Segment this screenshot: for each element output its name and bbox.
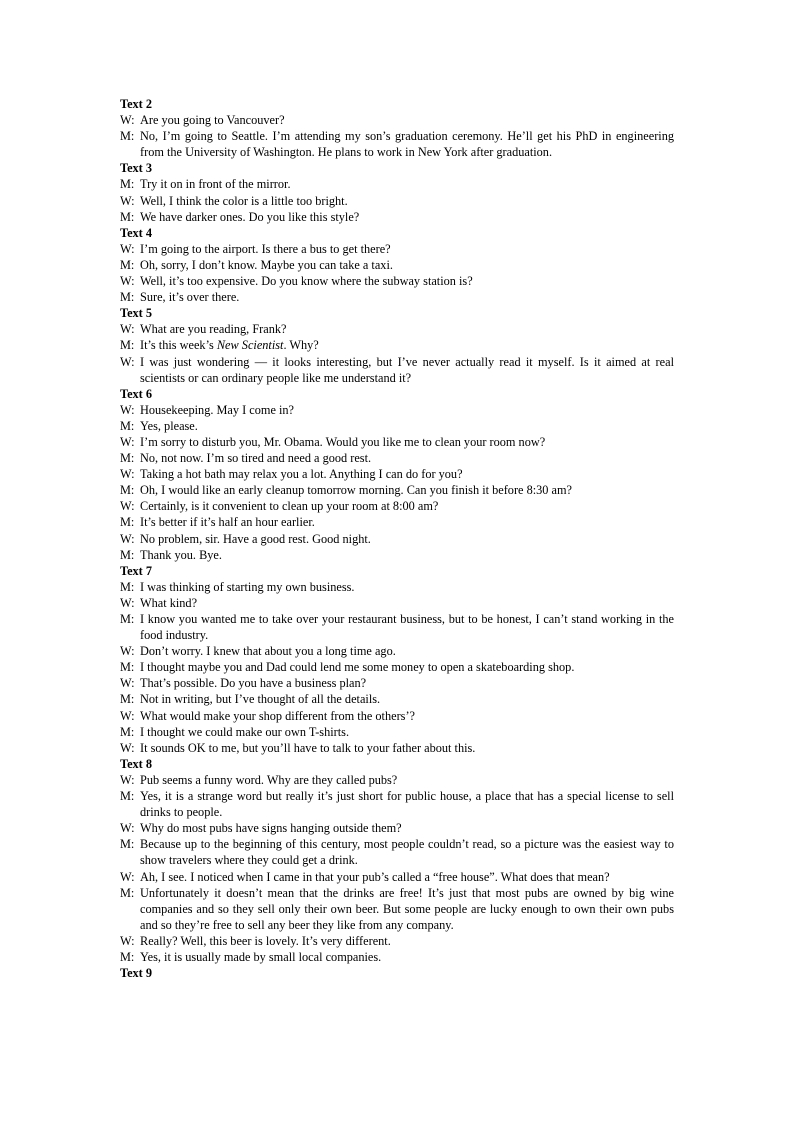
dialogue-line	[120, 691, 674, 707]
speaker-label: W:	[120, 241, 135, 256]
dialogue-text-part: Sure, it’s over there.	[140, 290, 240, 305]
dialogue-line	[120, 482, 674, 498]
dialogue-line	[120, 708, 674, 724]
speaker-label: M:	[120, 837, 135, 852]
dialogue-text-part: Housekeeping. May I come in?	[140, 402, 295, 417]
dialogue-text	[140, 128, 674, 160]
dialogue-line	[120, 643, 674, 659]
speaker-label: W:	[120, 193, 135, 208]
dialogue-text-part: I know you wanted me to take over your restaurant business, but to be honest, I can’t stand working in the food industry.	[140, 612, 674, 643]
dialogue-text-part: No, I’m going to Seattle. I’m attending my son’s graduation ceremony. He’ll get his PhD in engineering from the University of Washington. He plans to work in New York after graduation.	[140, 129, 674, 160]
dialogue-line	[120, 450, 674, 466]
dialogue-text-part: I thought maybe you and Dad could lend me some money to open a skateboarding shop.	[140, 660, 575, 675]
section-heading: Text 6	[120, 386, 152, 401]
speaker-label: M:	[120, 692, 135, 707]
section-heading: Text 4	[120, 225, 152, 240]
dialogue-line	[120, 869, 674, 885]
dialogue-text-part: I’m going to the airport. Is there a bus to get there?	[140, 241, 391, 256]
speaker-label: W:	[120, 708, 135, 723]
dialogue-text	[140, 547, 674, 563]
speaker-label: M:	[120, 885, 135, 900]
dialogue-line	[120, 418, 674, 434]
speaker-label: M:	[120, 257, 135, 272]
dialogue-line	[120, 531, 674, 547]
dialogue-line	[120, 836, 674, 868]
dialogue-text	[140, 209, 674, 225]
dialogue-text	[140, 337, 674, 353]
transcript-page	[120, 96, 674, 981]
dialogue-line	[120, 176, 674, 192]
dialogue-text-part: We have darker ones. Do you like this style?	[140, 209, 360, 224]
dialogue-text	[140, 257, 674, 273]
dialogue-line	[120, 257, 674, 273]
dialogue-line	[120, 788, 674, 820]
dialogue-text	[140, 579, 674, 595]
dialogue-text-part: Oh, I would like an early cleanup tomorrow morning. Can you finish it before 8:30 am?	[140, 483, 572, 498]
speaker-label: W:	[120, 113, 135, 128]
section-heading: Text 3	[120, 161, 152, 176]
dialogue-text-part: Well, it’s too expensive. Do you know where the subway station is?	[140, 274, 473, 289]
dialogue-text	[140, 820, 674, 836]
speaker-label: M:	[120, 290, 135, 305]
dialogue-line	[120, 933, 674, 949]
dialogue-line	[120, 579, 674, 595]
dialogue-text-part: I thought we could make our own T-shirts.	[140, 724, 350, 739]
dialogue-text	[140, 434, 674, 450]
dialogue-line	[120, 885, 674, 933]
dialogue-line	[120, 466, 674, 482]
speaker-label: M:	[120, 515, 135, 530]
dialogue-text	[140, 772, 674, 788]
dialogue-text	[140, 740, 674, 756]
dialogue-text	[140, 595, 674, 611]
dialogue-text-part: Because up to the beginning of this century, most people couldn’t read, so a picture was the easiest way to show travelers where they could get a drink.	[140, 837, 674, 868]
speaker-label: W:	[120, 467, 135, 482]
speaker-label: W:	[120, 740, 135, 755]
dialogue-line	[120, 241, 674, 257]
dialogue-text	[140, 450, 674, 466]
dialogue-line	[120, 354, 674, 386]
dialogue-text	[140, 354, 674, 386]
dialogue-text	[140, 836, 674, 868]
dialogue-text-part: That’s possible. Do you have a business plan?	[140, 676, 367, 691]
speaker-label: M:	[120, 483, 135, 498]
dialogue-text-part: I was thinking of starting my own business.	[140, 579, 355, 594]
speaker-label: W:	[120, 772, 135, 787]
dialogue-line	[120, 611, 674, 643]
speaker-label: M:	[120, 338, 135, 353]
dialogue-text-part: It sounds OK to me, but you’ll have to talk to your father about this.	[140, 740, 476, 755]
dialogue-text	[140, 418, 674, 434]
dialogue-text	[140, 611, 674, 643]
section-heading: Text 7	[120, 563, 152, 578]
dialogue-text	[140, 241, 674, 257]
dialogue-text	[140, 708, 674, 724]
dialogue-line	[120, 434, 674, 450]
dialogue-line	[120, 112, 674, 128]
speaker-label: W:	[120, 274, 135, 289]
dialogue-text-part: Don’t worry. I knew that about you a long time ago.	[140, 644, 396, 659]
speaker-label: M:	[120, 177, 135, 192]
dialogue-text	[140, 949, 674, 965]
speaker-label: W:	[120, 869, 135, 884]
dialogue-line	[120, 273, 674, 289]
dialogue-text	[140, 885, 674, 933]
dialogue-text-part: I’m sorry to disturb you, Mr. Obama. Would you like me to clean your room now?	[140, 434, 546, 449]
speaker-label: W:	[120, 402, 135, 417]
dialogue-line	[120, 724, 674, 740]
dialogue-text	[140, 531, 674, 547]
section-heading: Text 9	[120, 966, 152, 981]
speaker-label: W:	[120, 933, 135, 948]
dialogue-text	[140, 273, 674, 289]
dialogue-line	[120, 128, 674, 160]
dialogue-text	[140, 112, 674, 128]
dialogue-text	[140, 514, 674, 530]
dialogue-text	[140, 869, 674, 885]
dialogue-text-part: Well, I think the color is a little too bright.	[140, 193, 348, 208]
dialogue-line	[120, 498, 674, 514]
dialogue-line	[120, 949, 674, 965]
dialogue-text	[140, 402, 674, 418]
dialogue-text-part: I was just wondering — it looks interesting, but I’ve never actually read it myself. Is it aimed at real scientists or can ordinary people like me understand it?	[140, 354, 674, 385]
dialogue-text	[140, 724, 674, 740]
speaker-label: M:	[120, 612, 135, 626]
dialogue-text-part: Why do most pubs have signs hanging outside them?	[140, 821, 402, 836]
speaker-label: M:	[120, 129, 135, 144]
dialogue-text-part: . Why?	[283, 338, 319, 353]
dialogue-line	[120, 514, 674, 530]
speaker-label: M:	[120, 209, 135, 224]
magazine-title: New Scientist	[216, 338, 284, 353]
dialogue-text-part: What kind?	[140, 595, 198, 610]
dialogue-text-part: Not in writing, but I’ve thought of all the details.	[140, 692, 381, 707]
dialogue-text-part: Really? Well, this beer is lovely. It’s very different.	[140, 933, 391, 948]
speaker-label: W:	[120, 595, 135, 610]
dialogue-text	[140, 466, 674, 482]
speaker-label: W:	[120, 644, 135, 659]
dialogue-line	[120, 772, 674, 788]
speaker-label: W:	[120, 821, 135, 836]
speaker-label: W:	[120, 531, 135, 546]
speaker-label: W:	[120, 322, 135, 337]
dialogue-text-part: Ah, I see. I noticed when I came in that your pub’s called a “free house”. What does that mean?	[140, 869, 610, 884]
dialogue-text	[140, 933, 674, 949]
speaker-label: W:	[120, 354, 135, 369]
dialogue-line	[120, 402, 674, 418]
dialogue-text	[140, 675, 674, 691]
section-heading: Text 5	[120, 306, 152, 321]
dialogue-text-part: What are you reading, Frank?	[140, 322, 287, 337]
dialogue-line	[120, 193, 674, 209]
dialogue-line	[120, 209, 674, 225]
dialogue-text	[140, 788, 674, 820]
dialogue-line	[120, 740, 674, 756]
dialogue-text-part: Taking a hot bath may relax you a lot. Anything I can do for you?	[140, 467, 463, 482]
speaker-label: M:	[120, 451, 135, 466]
speaker-label: M:	[120, 789, 135, 804]
dialogue-line	[120, 820, 674, 836]
dialogue-text-part: Thank you. Bye.	[140, 547, 222, 562]
dialogue-line	[120, 675, 674, 691]
speaker-label: W:	[120, 434, 135, 449]
speaker-label: M:	[120, 949, 135, 964]
speaker-label: M:	[120, 660, 135, 675]
dialogue-line	[120, 595, 674, 611]
speaker-label: M:	[120, 547, 135, 562]
speaker-label: M:	[120, 418, 135, 433]
dialogue-text-part: It’s this week’s	[140, 338, 217, 353]
dialogue-text	[140, 321, 674, 337]
dialogue-text	[140, 289, 674, 305]
dialogue-line	[120, 337, 674, 353]
dialogue-text-part: No, not now. I’m so tired and need a good rest.	[140, 451, 372, 466]
dialogue-text-part: Pub seems a funny word. Why are they called pubs?	[140, 772, 398, 787]
dialogue-text	[140, 498, 674, 514]
dialogue-text-part: Unfortunately it doesn’t mean that the drinks are free! It’s just that most pubs are owned by big wine companies and so they sell only their own beer. But some people are lucky enough to own their own pubs and so they’re free to sell any beer they like from any company.	[140, 885, 674, 932]
dialogue-text-part: Yes, please.	[140, 418, 198, 433]
dialogue-line	[120, 547, 674, 563]
section-heading: Text 8	[120, 756, 152, 771]
dialogue-text	[140, 659, 674, 675]
dialogue-text	[140, 643, 674, 659]
dialogue-text-part: Yes, it is usually made by small local companies.	[140, 949, 382, 964]
dialogue-text-part: No problem, sir. Have a good rest. Good night.	[140, 531, 371, 546]
dialogue-line	[120, 321, 674, 337]
dialogue-text-part: Oh, sorry, I don’t know. Maybe you can take a taxi.	[140, 257, 393, 272]
dialogue-text	[140, 193, 674, 209]
dialogue-text	[140, 691, 674, 707]
dialogue-text-part: Are you going to Vancouver?	[140, 113, 285, 128]
dialogue-text-part: Certainly, is it convenient to clean up your room at 8:00 am?	[140, 499, 439, 514]
speaker-label: M:	[120, 724, 135, 739]
dialogue-text	[140, 176, 674, 192]
speaker-label: M:	[120, 579, 135, 594]
speaker-label: W:	[120, 676, 135, 691]
dialogue-text-part: Yes, it is a strange word but really it’s just short for public house, a place that has a special license to sell drinks to people.	[140, 789, 674, 820]
dialogue-text-part: It’s better if it’s half an hour earlier.	[140, 515, 315, 530]
speaker-label: W:	[120, 499, 135, 514]
dialogue-text	[140, 482, 674, 498]
section-heading: Text 2	[120, 97, 152, 111]
dialogue-line	[120, 289, 674, 305]
dialogue-line	[120, 659, 674, 675]
dialogue-text-part: What would make your shop different from the others’?	[140, 708, 416, 723]
dialogue-text-part: Try it on in front of the mirror.	[140, 177, 291, 192]
